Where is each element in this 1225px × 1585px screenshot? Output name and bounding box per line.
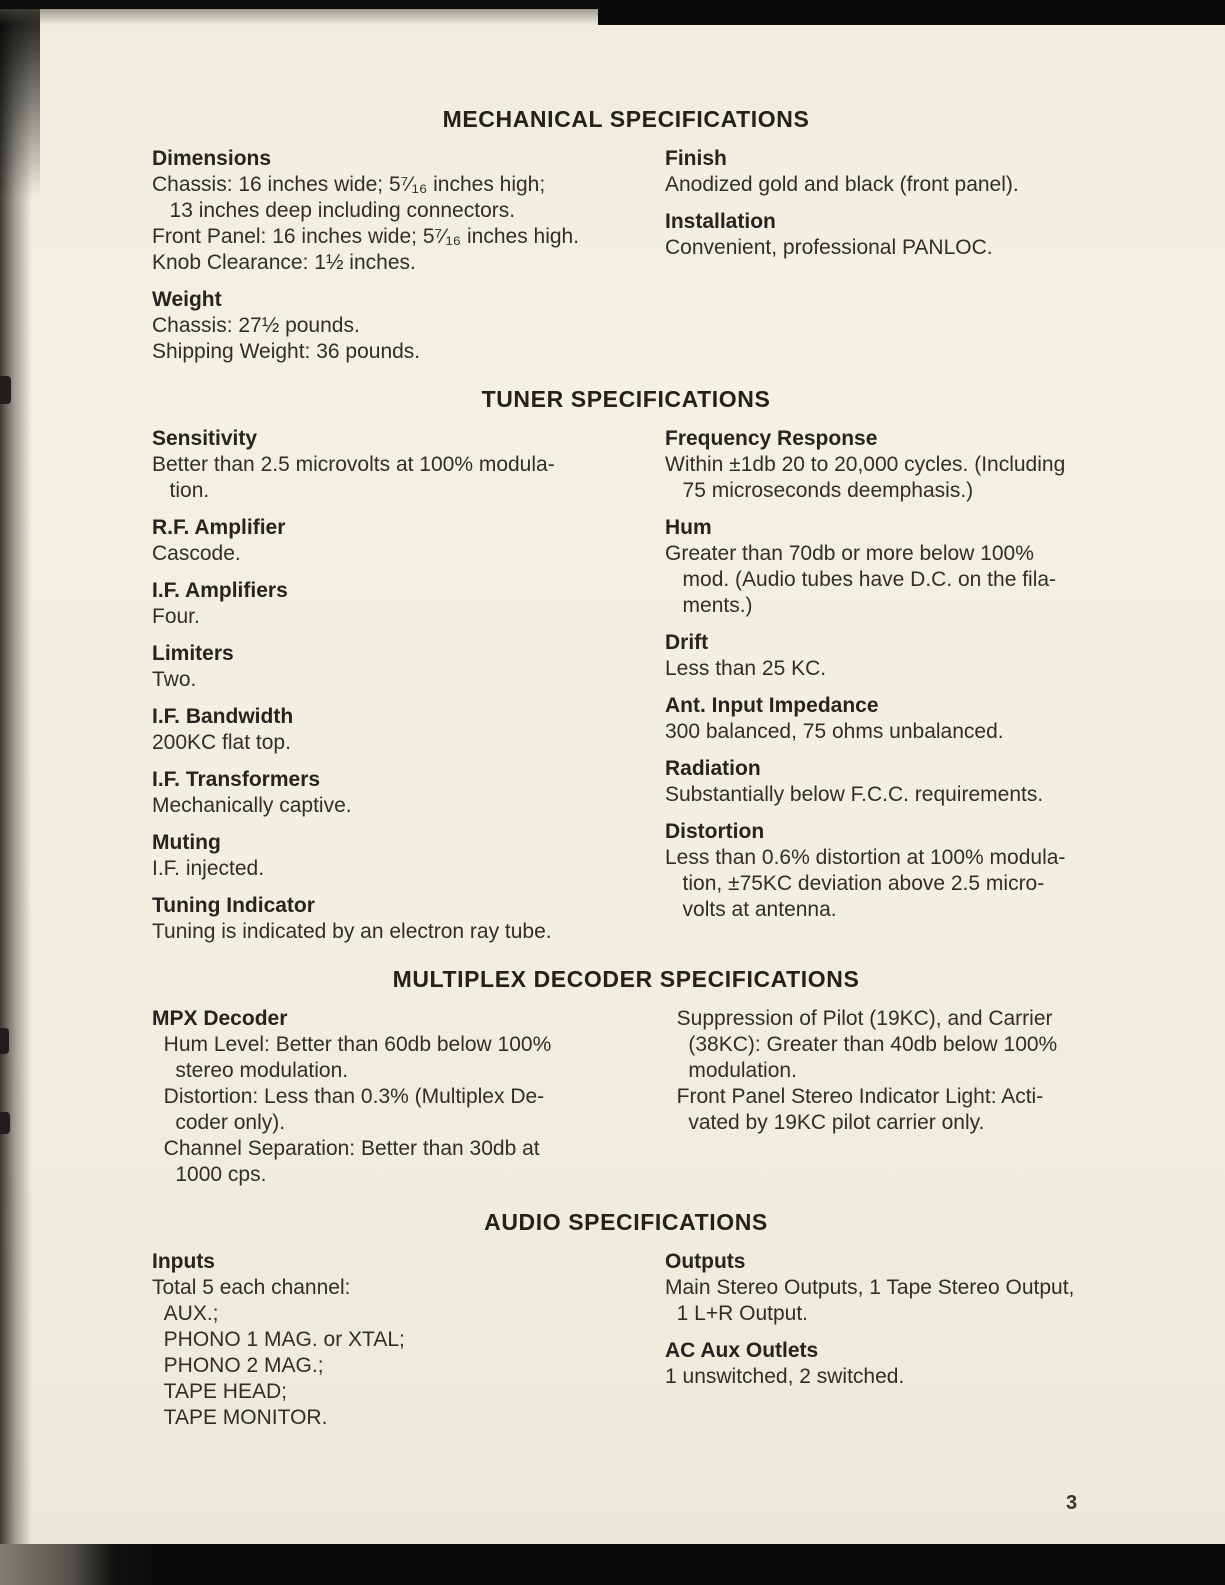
spec-block (152, 767, 665, 819)
spec-line: Suppression of Pilot (19KC), and Carrier (665, 1007, 1053, 1030)
spec-block (152, 578, 665, 630)
spec-line: volts at antenna. (665, 898, 837, 921)
columns (152, 146, 1100, 376)
left-column (152, 1006, 665, 1199)
spec-section (152, 106, 1100, 376)
scan-artifact (0, 376, 11, 404)
columns (152, 1006, 1100, 1199)
spec-heading: Distortion (665, 820, 765, 843)
spec-line: Substantially below F.C.C. requirements. (665, 783, 1044, 806)
spec-line: Cascode. (152, 542, 241, 565)
scan-edge-left (0, 0, 32, 1585)
right-column (665, 1006, 1100, 1199)
spec-block (665, 426, 1100, 504)
columns (152, 1249, 1100, 1442)
spec-line: 200KC flat top. (152, 731, 291, 754)
left-column (152, 1249, 665, 1442)
spec-line: 13 inches deep including connectors. (152, 199, 516, 222)
spec-line: Shipping Weight: 36 pounds. (152, 340, 421, 363)
spec-line: 75 microseconds deemphasis.) (665, 479, 974, 502)
spec-line: stereo modulation. (152, 1059, 349, 1082)
spec-block (152, 1006, 665, 1188)
spec-heading: Limiters (152, 642, 234, 665)
scan-edge-bottom (0, 1544, 1225, 1585)
columns (152, 426, 1100, 956)
spec-heading: Weight (152, 288, 222, 311)
spec-heading: Sensitivity (152, 427, 258, 450)
spec-line: tion, ±75KC deviation above 2.5 micro- (665, 872, 1045, 895)
spec-line: PHONO 2 MAG.; (152, 1354, 324, 1377)
spec-heading: R.F. Amplifier (152, 516, 286, 539)
spec-line: 1 unswitched, 2 switched. (665, 1365, 905, 1388)
spec-block (152, 426, 665, 504)
spec-line: Four. (152, 605, 200, 628)
spec-line: (38KC): Greater than 40db below 100% (665, 1033, 1058, 1056)
scan-artifact (0, 1028, 9, 1054)
right-column (665, 146, 1100, 376)
spec-block (665, 630, 1100, 682)
spec-line: Chassis: 27½ pounds. (152, 314, 360, 337)
spec-section (152, 386, 1100, 956)
spec-block (665, 209, 1100, 261)
right-column (665, 426, 1100, 956)
spec-heading: Inputs (152, 1250, 215, 1273)
spec-heading: I.F. Bandwidth (152, 705, 294, 728)
spec-heading: Hum (665, 516, 712, 539)
sections (152, 106, 1100, 1442)
section-title: TUNER SPECIFICATIONS (481, 386, 771, 412)
spec-line: coder only). (152, 1111, 286, 1134)
page-number: 3 (1066, 1492, 1078, 1514)
spec-block (152, 830, 665, 882)
spec-heading: Installation (665, 210, 776, 233)
spec-line: 1000 cps. (152, 1163, 267, 1186)
scan-artifact (0, 1112, 10, 1134)
spec-line: Within ±1db 20 to 20,000 cycles. (Including (665, 453, 1066, 476)
spec-block (152, 146, 665, 276)
spec-line: vated by 19KC pilot carrier only. (665, 1111, 985, 1134)
spec-heading: Ant. Input Impedance (665, 694, 879, 717)
spec-line: PHONO 1 MAG. or XTAL; (152, 1328, 405, 1351)
spec-block (152, 704, 665, 756)
spec-block (665, 1249, 1100, 1327)
spec-line: Main Stereo Outputs, 1 Tape Stereo Output, (665, 1276, 1075, 1299)
spec-line: Tuning is indicated by an electron ray tube. (152, 920, 552, 943)
spec-line: AUX.; (152, 1302, 219, 1325)
spec-line: Total 5 each channel: (152, 1276, 351, 1299)
spec-heading: Tuning Indicator (152, 894, 315, 917)
spec-line: TAPE HEAD; (152, 1380, 287, 1403)
spec-block (152, 287, 665, 365)
spec-line: 300 balanced, 75 ohms unbalanced. (665, 720, 1004, 743)
spec-line: tion. (152, 479, 210, 502)
spec-line: Greater than 70db or more below 100% (665, 542, 1034, 565)
spec-heading: MPX Decoder (152, 1007, 288, 1030)
spec-heading: Drift (665, 631, 709, 654)
spec-section (152, 966, 1100, 1199)
spec-line: Convenient, professional PANLOC. (665, 236, 993, 259)
spec-section (152, 1209, 1100, 1442)
spec-line: Less than 0.6% distortion at 100% modula- (665, 846, 1066, 869)
spec-line: Hum Level: Better than 60db below 100% (152, 1033, 552, 1056)
spec-block (152, 641, 665, 693)
section-title: MECHANICAL SPECIFICATIONS (442, 106, 810, 132)
spec-heading: Finish (665, 147, 727, 170)
spec-line: Front Panel Stereo Indicator Light: Acti- (665, 1085, 1044, 1108)
spec-heading: I.F. Transformers (152, 768, 321, 791)
spec-line: TAPE MONITOR. (152, 1406, 328, 1429)
spec-line: Better than 2.5 microvolts at 100% modula- (152, 453, 555, 476)
spec-block (665, 515, 1100, 619)
spec-line: Less than 25 KC. (665, 657, 827, 680)
spec-heading: Outputs (665, 1250, 746, 1273)
spec-block (152, 515, 665, 567)
scan-edge-top-right (598, 0, 1225, 25)
spec-heading: Radiation (665, 757, 761, 780)
page-content (32, 0, 1225, 1442)
spec-line: Front Panel: 16 inches wide; 5⁷⁄₁₆ inches high. (152, 225, 580, 248)
left-column (152, 426, 665, 956)
section-title: MULTIPLEX DECODER SPECIFICATIONS (392, 966, 860, 992)
spec-heading: I.F. Amplifiers (152, 579, 288, 602)
spec-line: Distortion: Less than 0.3% (Multiplex De- (152, 1085, 545, 1108)
scan-edge-top-shadow (0, 9, 600, 25)
spec-heading: Muting (152, 831, 221, 854)
spec-heading: AC Aux Outlets (665, 1339, 819, 1362)
scan-edge-left-top (0, 0, 40, 200)
right-column (665, 1249, 1100, 1442)
spec-line: modulation. (665, 1059, 797, 1082)
spec-line: Chassis: 16 inches wide; 5⁷⁄₁₆ inches high; (152, 173, 546, 196)
spec-block (665, 693, 1100, 745)
spec-block (152, 893, 665, 945)
spec-block (152, 1249, 665, 1431)
spec-block (665, 146, 1100, 198)
spec-line: 1 L+R Output. (665, 1302, 809, 1325)
spec-block (665, 1006, 1100, 1136)
spec-line: Knob Clearance: 1½ inches. (152, 251, 416, 274)
spec-block (665, 756, 1100, 808)
spec-block (665, 1338, 1100, 1390)
spec-heading: Dimensions (152, 147, 272, 170)
spec-line: Channel Separation: Better than 30db at (152, 1137, 540, 1160)
spec-heading: Frequency Response (665, 427, 878, 450)
spec-line: I.F. injected. (152, 857, 265, 880)
spec-line: mod. (Audio tubes have D.C. on the fila- (665, 568, 1057, 591)
spec-line: Anodized gold and black (front panel). (665, 173, 1019, 196)
section-title: AUDIO SPECIFICATIONS (484, 1209, 768, 1235)
spec-line: Mechanically captive. (152, 794, 352, 817)
spec-line: ments.) (665, 594, 753, 617)
spec-block (665, 819, 1100, 923)
spec-line: Two. (152, 668, 197, 691)
left-column (152, 146, 665, 376)
